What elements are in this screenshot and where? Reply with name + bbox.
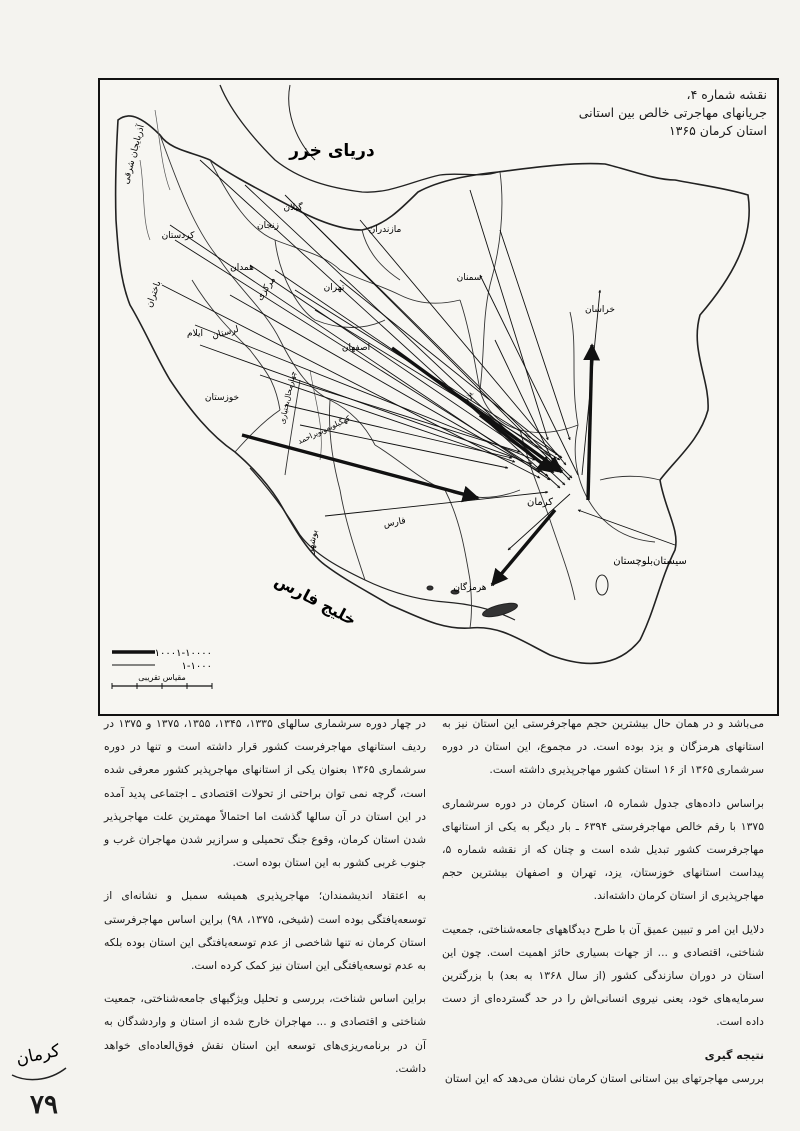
text-column-left: [104, 712, 426, 1090]
page-number: ۷۹: [30, 1090, 58, 1120]
paragraph: در چهار دوره سرشماری سالهای ۱۳۳۵، ۱۳۴۵، ۱۳۵۵، ۱۳۷۵ و ۱۳۷۵ در ردیف استانهای مهاجرفرست کشور قرار داشته است و تنها در دوره سرشماری ۱۳۶۵ بعنوان یکی از استانهای مهاجرپذیر کشور معرفی شده است، گرچه نمی توان براحتی از تحولات اقتصادی ـ اجتماعی پدید آمده در این استان در آن سالها گذشت اما احتمالاً مهمترین علت مهاجرپذیر شدن استان کرمان، وقوع جنگ تحمیلی و سرازیر شدن مهاجران غرب و جنوب غربی کشور به این استان بوده است.: [104, 717, 426, 870]
province-chaharmahal: چهارمحال‌بختیاری: [277, 370, 298, 425]
province-kermanshah: باختران: [144, 279, 164, 309]
province-lorestan: لرستان: [210, 324, 240, 342]
flow-lines-thin: [162, 160, 675, 550]
province-semnan: سمنان: [456, 273, 482, 283]
province-hormozgan: هرمزگان: [453, 583, 487, 593]
province-kurdistan: کردستان: [161, 231, 195, 241]
province-mazandaran: مازندران: [368, 225, 402, 235]
province-gilan: گیلان: [283, 203, 303, 213]
province-east-azerbaijan: آذربایجان شرقی: [121, 123, 147, 186]
migration-map: [100, 80, 777, 714]
paragraph: به اعتقاد اندیشمندان؛ مهاجرپذیری همیشه سمبل و نشانه‌ای از توسعه‌یافتگی بوده است (شیخی، ۱۳۷۵، ۹۸) براین اساس مهاجرفرستی استان کرمان نه تنها شاخصی از عدم توسعه‌یافتگی این استان بوده بلکه به عدم توسعه‌یافتگی این استان نیز کمک کرده است.: [104, 889, 426, 973]
legend-label-high: ۱۰۰۰۱-۱۰۰۰۰: [154, 648, 212, 659]
paragraph: براین اساس شناخت، بررسی و تحلیل ویژگیهای جامعه‌شناختی، جمعیت شناختی و اقتصادی و ... مهاجران خارج شده از استان و واردشدگان به آن در برنامه‌ریزی‌های توسعه این استان نقش فوق‌العاده‌ای خواهد داشت.: [104, 992, 426, 1075]
province-khorasan: خراسان: [585, 305, 615, 315]
province-fars: فارس: [382, 516, 407, 530]
caspian-coast: [220, 85, 498, 192]
province-kerman: کرمان: [526, 497, 554, 508]
gulf-islands: [427, 575, 608, 619]
paragraph: دلایل این امر و تبیین عمیق آن با طرح دیدگاههای جامعه‌شناختی، جمعیت شناختی، اقتصادی و ... از جهات بسیاری حائز اهمیت است. چون این استان در دوران سازندگی کشور (از سال ۱۳۶۸ به بعد) با بزرگترین سرمایه‌های خود، یعنی نیروی انسانی‌اش را در حد گسترده‌ای از دست داده است.: [442, 922, 764, 1029]
province-khuzestan: خوزستان: [204, 393, 240, 403]
map-title: [547, 86, 767, 140]
province-esfahan: اصفهان: [341, 343, 371, 353]
province-yazd: یزد: [461, 389, 476, 405]
map-title-line-2: جریانهای مهاجرتی خالص بین استانی: [578, 105, 767, 121]
running-head-text: کرمان: [14, 1040, 62, 1070]
persian-gulf-label: خلیج فارس: [271, 570, 360, 630]
province-ilam: ایلام: [187, 329, 203, 339]
province-hamedan: همدان: [230, 263, 254, 273]
gulf-coast: [250, 468, 515, 620]
paragraph: براساس داده‌های جدول شماره ۵، استان کرمان در دوره سرشماری ۱۳۷۵ با رقم خالص مهاجرفرستی ۶۳۹۴ ـ بار دیگر به یکی از استانهای مهاجرفرست کشور تبدیل شده است و چنان که از نقشه شماره ۵، پیداست استانهای خوزستان، یزد، تهران و اصفهان بیشترین حجم مهاجرپذیری از استان کرمان داشته‌اند.: [442, 796, 764, 903]
text-column-right: [442, 712, 764, 1100]
paragraph: می‌باشد و در همان حال بیشترین حجم مهاجرفرستی این استان نیز به استانهای هرمزگان و یزد بوده است. در مجموع، این استان در دوره سرشماری ۱۳۶۵ از ۱۶ استان کشور مهاجرپذیری داشته است.: [442, 717, 764, 777]
running-head-logo: [6, 1020, 72, 1090]
map-title-line-3: استان کرمان ۱۳۶۵: [668, 123, 767, 139]
caspian-sea-label: دریای خزر: [289, 141, 375, 161]
province-tehran: تهران: [323, 283, 345, 293]
province-kohgiluyeh: کهگیلویه‌وبویراحمد: [296, 413, 352, 446]
conclusion-heading: نتیجه گیری: [704, 1048, 764, 1062]
legend-label-low: ۱-۱۰۰۰: [181, 661, 212, 672]
map-frame: [98, 78, 779, 716]
province-boundaries: [160, 135, 660, 628]
paragraph: بررسی مهاجرتهای بین استانی استان کرمان نشان می‌دهد که این استان: [444, 1071, 764, 1085]
legend-scale-label: مقیاس تقریبی: [138, 673, 186, 682]
province-markazi: مرکزی: [254, 275, 278, 303]
map-title-line-1: نقشه شماره ۴،: [686, 87, 767, 102]
map-legend: [112, 648, 212, 689]
iran-outline: [116, 116, 750, 663]
province-zanjan: زنجان: [256, 221, 280, 231]
province-bushehr: بوشهر: [306, 529, 321, 555]
province-sistan: سیستان‌بلوچستان: [613, 556, 687, 567]
